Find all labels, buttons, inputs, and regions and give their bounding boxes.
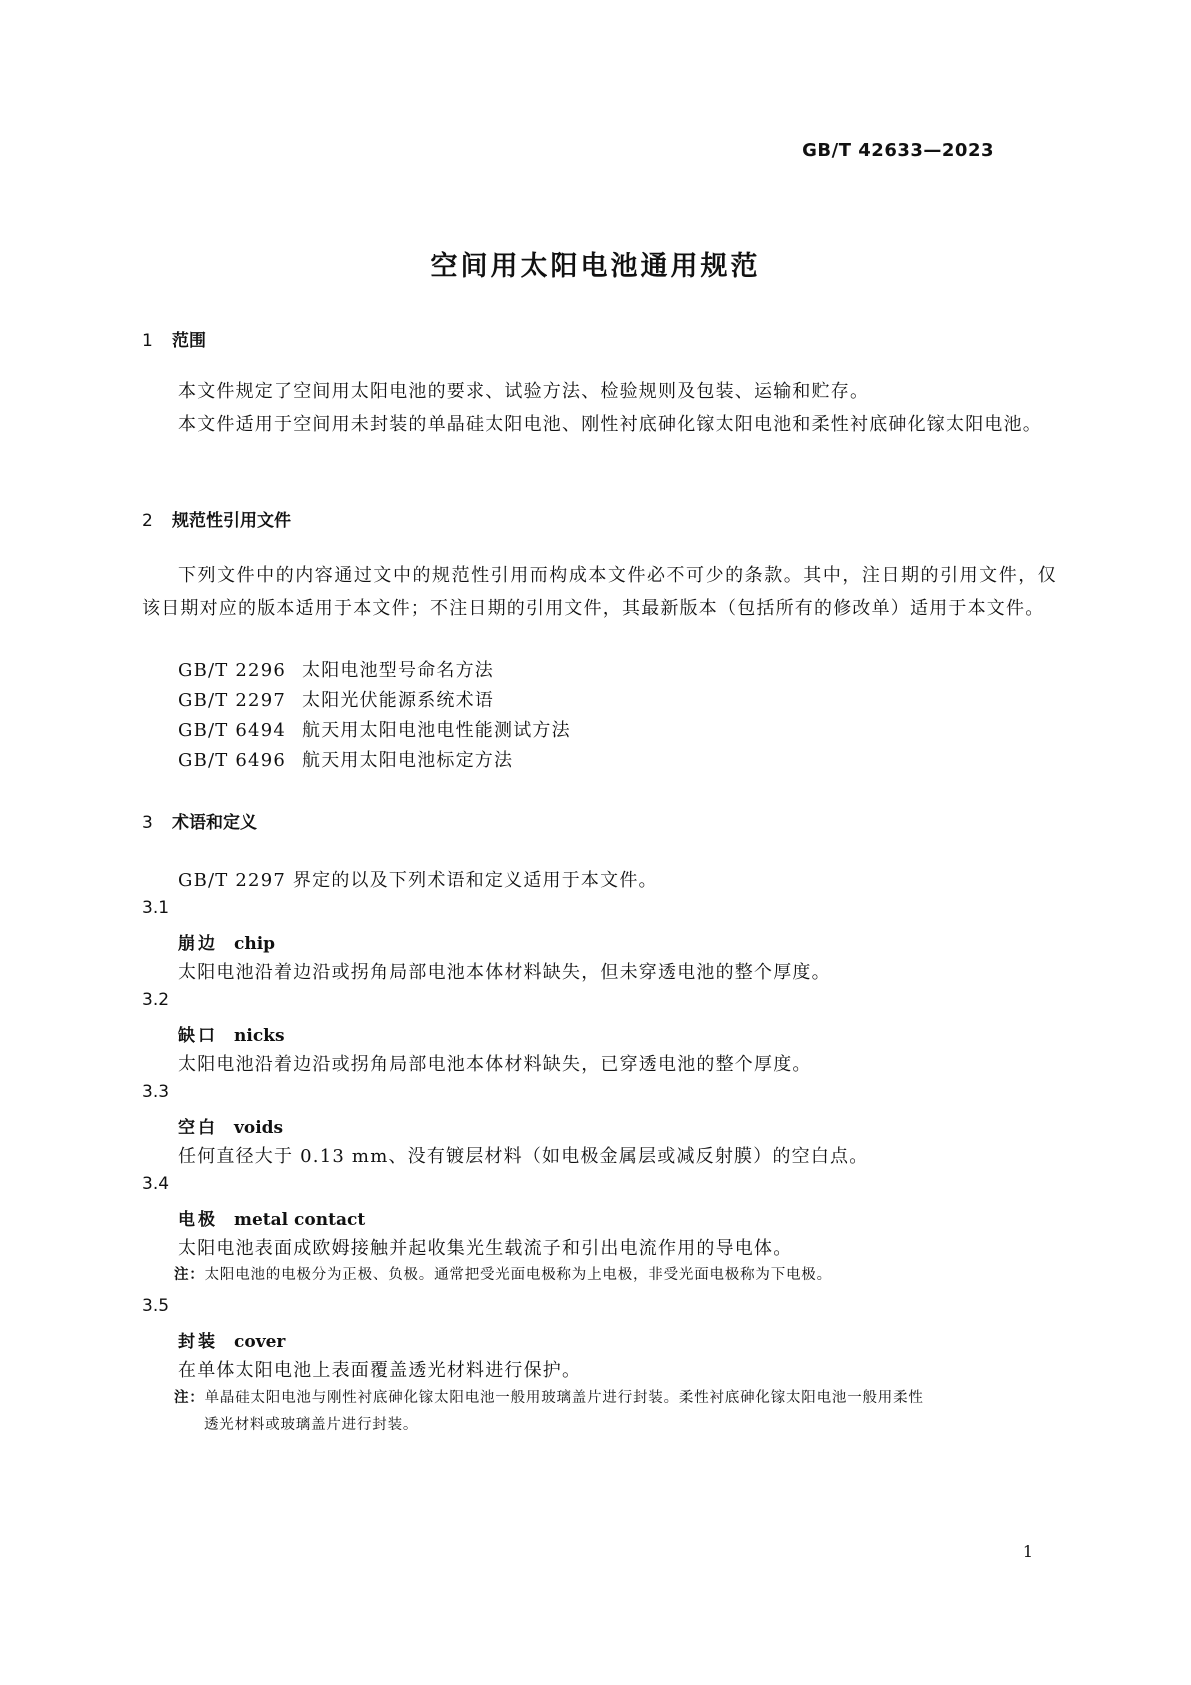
clause-number: 3.3: [142, 1082, 170, 1102]
note-text: 单晶硅太阳电池与刚性衬底砷化镓太阳电池一般用玻璃盖片进行封装。柔性衬底砷化镓太阳电池一般用柔性: [204, 1390, 924, 1406]
term-zh: 缺口: [178, 1026, 218, 1046]
section-title: 规范性引用文件: [172, 511, 291, 531]
page-number: 1: [1022, 1542, 1033, 1561]
term-entry: [178, 1113, 283, 1138]
term-note: [174, 1262, 1064, 1289]
term-en: chip: [234, 934, 276, 954]
reference-code: GB/T 6496: [178, 750, 287, 771]
term-en: metal contact: [234, 1210, 366, 1230]
reference-code: GB/T 2296: [178, 660, 287, 681]
note-label: 注：: [174, 1390, 205, 1406]
term-en: voids: [234, 1118, 284, 1138]
document-title: 空间用太阳电池通用规范: [430, 251, 761, 282]
section-3-heading: [142, 808, 257, 833]
section-number: 2: [142, 511, 153, 531]
term-zh: 崩边: [178, 934, 218, 954]
standard-code: GB/T 42633—2023: [802, 140, 994, 161]
section-1-paragraph-2: 本文件适用于空间用未封装的单晶硅太阳电池、刚性衬底砷化镓太阳电池和柔性衬底砷化镓太阳电池。: [178, 414, 1042, 435]
term-definition: 任何直径大于 0.13 mm、没有镀层材料（如电极金属层或减反射膜）的空白点。: [178, 1146, 869, 1167]
section-2-paragraph-1: 下列文件中的内容通过文中的规范性引用而构成本文件必不可少的条款。其中，注日期的引用文件，仅该日期对应的版本适用于本文件；不注日期的引用文件，其最新版本（包括所有的修改单）适用于本文件。: [142, 565, 1057, 619]
term-note: [174, 1385, 1064, 1439]
reference-code: GB/T 6494: [178, 720, 287, 741]
reference-title: 太阳电池型号命名方法: [302, 660, 494, 681]
term-entry: [178, 1327, 285, 1352]
section-2-heading: [142, 506, 291, 531]
clause-number: 3.5: [142, 1296, 170, 1316]
section-3-paragraph-1: GB/T 2297 界定的以及下列术语和定义适用于本文件。: [178, 870, 658, 891]
term-definition: 在单体太阳电池上表面覆盖透光材料进行保护。: [178, 1360, 582, 1381]
section-title: 术语和定义: [172, 813, 257, 833]
term-zh: 电极: [178, 1210, 218, 1230]
reference-title: 航天用太阳电池电性能测试方法: [302, 720, 571, 741]
note-text: 太阳电池的电极分为正极、负极。通常把受光面电极称为上电极，非受光面电极称为下电极。: [204, 1267, 832, 1283]
reference-item: [178, 746, 513, 772]
term-en: nicks: [234, 1026, 285, 1046]
clause-number: 3.1: [142, 898, 170, 918]
term-entry: [178, 929, 275, 954]
term-zh: 封装: [178, 1332, 218, 1352]
term-definition: 太阳电池沿着边沿或拐角局部电池本体材料缺失，但未穿透电池的整个厚度。: [178, 962, 831, 983]
term-definition: 太阳电池表面成欧姆接触并起收集光生载流子和引出电流作用的导电体。: [178, 1238, 793, 1259]
clause-number: 3.4: [142, 1174, 170, 1194]
note-label: 注：: [174, 1267, 205, 1283]
clause-number: 3.2: [142, 990, 170, 1010]
reference-code: GB/T 2297: [178, 690, 287, 711]
section-number: 3: [142, 813, 153, 833]
term-entry: [178, 1021, 285, 1046]
reference-title: 太阳光伏能源系统术语: [302, 690, 494, 711]
reference-item: [178, 656, 494, 682]
note-text-continued: 透光材料或玻璃盖片进行封装。: [204, 1417, 419, 1433]
section-1-heading: [142, 326, 206, 351]
section-1-paragraph-1: 本文件规定了空间用太阳电池的要求、试验方法、检验规则及包装、运输和贮存。: [178, 381, 870, 402]
reference-item: [178, 716, 571, 742]
term-entry: [178, 1205, 365, 1230]
reference-title: 航天用太阳电池标定方法: [302, 750, 514, 771]
term-definition: 太阳电池沿着边沿或拐角局部电池本体材料缺失，已穿透电池的整个厚度。: [178, 1054, 812, 1075]
section-number: 1: [142, 331, 153, 351]
reference-item: [178, 686, 494, 712]
term-zh: 空白: [178, 1118, 218, 1138]
section-title: 范围: [172, 331, 206, 351]
term-en: cover: [234, 1332, 286, 1352]
